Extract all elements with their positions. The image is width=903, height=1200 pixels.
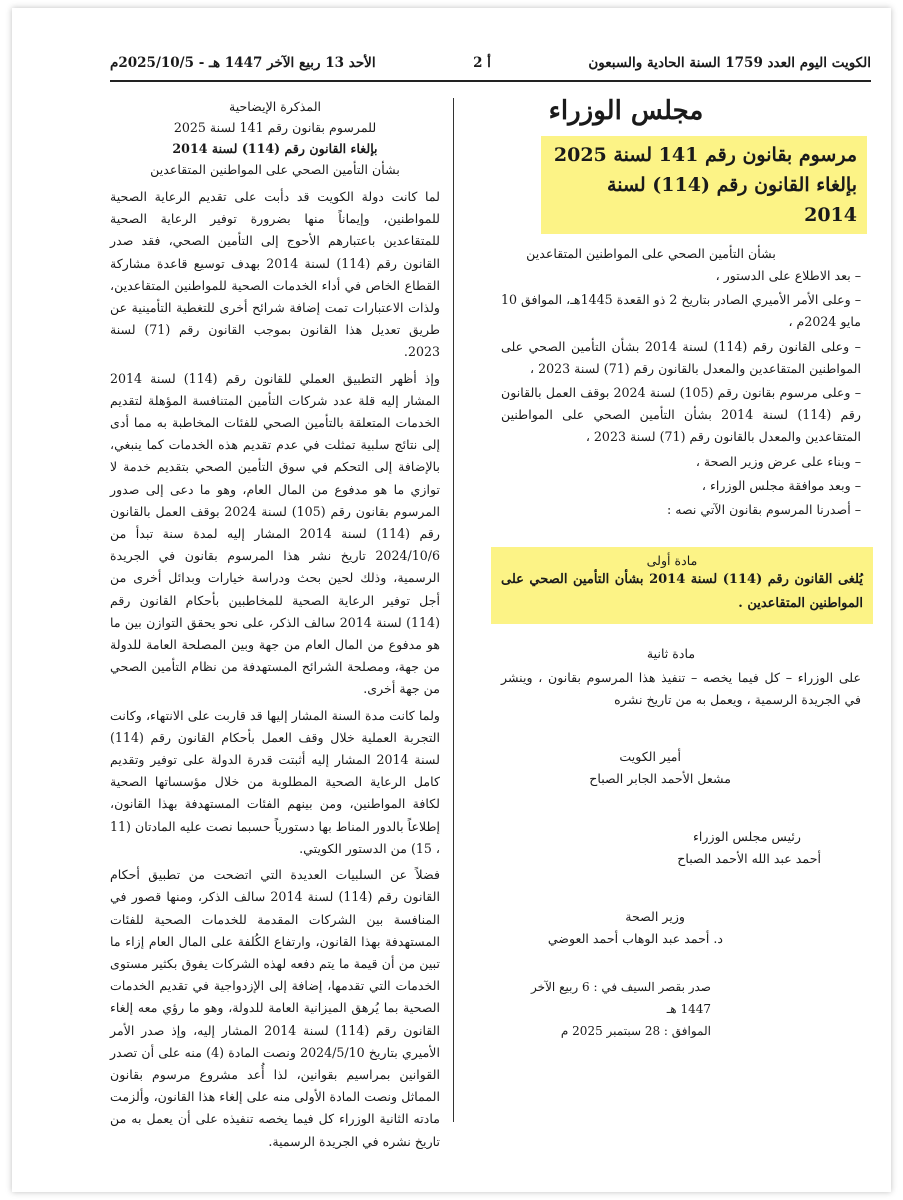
left-column	[110, 96, 440, 1153]
preamble-7: – أصدرنا المرسوم بقانون الآتي نصه :	[666, 502, 861, 518]
document-page	[12, 8, 891, 1192]
health-minister-title: وزير الصحة	[625, 908, 685, 924]
health-minister-name: د. أحمد عبد الوهاب أحمد العوضي	[547, 930, 723, 946]
decree-title-highlight	[541, 136, 867, 234]
preamble-2: – وعلى الأمر الأميري الصادر بتاريخ 2 ذو القعدة 1445هـ، الموافق 10 مايو 2024م ،	[501, 292, 861, 330]
header-date: الأحد 13 ربيع الآخر 1447 هـ - 2025/10/5م	[110, 55, 376, 71]
preamble-1: – بعد الاطلاع على الدستور ،	[715, 268, 861, 283]
column-divider	[453, 98, 454, 1122]
pm-title: رئيس مجلس الوزراء	[693, 828, 801, 844]
memo-line-1: للمرسوم بقانون رقم 141 لسنة 2025	[173, 120, 377, 135]
header-divider	[110, 80, 871, 82]
article-1-highlight	[491, 547, 873, 624]
article-1-heading: مادة أولى	[646, 553, 698, 569]
header-page-number: أ 2	[473, 55, 491, 71]
decree-subject: بشأن التأمين الصحي على المواطنين المتقاعدين	[526, 246, 776, 261]
memo-title: المذكرة الإيضاحية	[228, 99, 322, 114]
memo-paragraph-3: ولما كانت مدة السنة المشار إليها قد قاربت على الانتهاء، وكانت التجربة العملية خلال وقف العمل بأحكام القانون رقم (114) لسنة 2014 المشار إليه أثبتت قدرة الدولة على توفير وتقديم كامل الرعاية الصحية المطلوبة من خلال مؤسساتها الصحية لكافة المواطنين، ومن بينهم الفئات المستهدفة بهذا القانون، إطلاعاً بالدور المناط بها دستورياً حسبما نصت عليه المادتان (11 ، 15) من الدستور الكويتي.	[110, 707, 440, 856]
pm-name: أحمد عبد الله الأحمد الصباح	[677, 850, 821, 866]
chapter-title: مجلس الوزراء	[548, 96, 704, 126]
decree-title-2: بإلغاء القانون رقم (114) لسنة 2014	[607, 174, 857, 226]
memo-line-2: بإلغاء القانون رقم (114) لسنة 2014	[172, 141, 378, 156]
decree-title-1: مرسوم بقانون رقم 141 لسنة 2025	[553, 144, 857, 166]
memo-line-3: بشأن التأمين الصحي على المواطنين المتقاعدين	[150, 162, 400, 177]
right-column	[501, 96, 861, 1042]
emir-title: أمير الكويت	[619, 748, 681, 764]
page-header	[110, 52, 871, 74]
memo-paragraph-2: وإذ أظهر التطبيق العملي للقانون رقم (114) لسنة 2014 المشار إليه قلة عدد شركات التأمين المتنافسة المؤهلة لتقديم الخدمات المتعلقة بالتأمين الصحي للفئات المخاطبة به مما أدى إلى نتائج سلبية تمثلت في عدم تقديم هذه الخدمات كما ينبغي، بالإضافة إلى التحكم في سوق التأمين الصحي بتقديم خدمة لا توازي ما هو مدفوع من المال العام، وهو ما دعى إلى صدور المرسوم بقانون رقم (105) لسنة 2024 بوقف العمل بالقانون رقم (114) لسنة 2014 المشار إليه لمدة سنة تبدأ من 2024/10/6 تاريخ نشر هذا المرسوم بقانون في الجريدة الرسمية، وذلك لحين بحث ودراسة خيارات وبدائل أخرى من أجل توفير الرعاية الصحية للمخاطبين بأحكام القانون رقم (114) لسنة 2014 سالف الذكر، على نحو يحقق التوازن بين ما هو مدفوع من المال العام من جهة وبين المصلحة العامة للدولة من جهة، ومصلحة الشرائح المستهدفة من نظام التأمين الصحي من جهة أخرى.	[110, 370, 440, 697]
issued-place-date: صدر بقصر السيف في : 6 ربيع الآخر 1447 هـ	[531, 979, 711, 1016]
emir-name: مشعل الأحمد الجابر الصباح	[589, 770, 731, 786]
preamble-4: – وعلى مرسوم بقانون رقم (105) لسنة 2024 بوقف العمل بالقانون رقم (114) لسنة 2014 بشأن التأمين الصحي على المواطنين المتقاعدين والمعدل بالقانون رقم (71) لسنة 2023 ،	[501, 385, 862, 445]
header-issue: الكويت اليوم العدد 1759 السنة الحادية والسبعون	[588, 55, 871, 71]
article-2-text: على الوزراء – كل فيما يخصه – تنفيذ هذا المرسوم بقانون ، وينشر في الجريدة الرسمية ، ويعمل به من تاريخ نشره	[501, 670, 861, 708]
issued-gregorian-date: الموافق : 28 سبتمبر 2025 م	[560, 1023, 711, 1038]
memo-paragraph-4: فضلاً عن السلبيات العديدة التي اتضحت من تطبيق أحكام القانون رقم (114) لسنة 2014 سالف الذكر، ومنها قصور في المنافسة بين الشركات المقدمة للخدمات الصحية للفئات المستهدفة بهذا القانون، وارتفاع الكُلفة على المال العام إزاء ما تبين من أن قيمة ما يتم دفعه لهذه الشركات يفوق بكثير مستوى الخدمات التي تقدمها، إضافة إلى الإزدواجية في تقديم الخدمات الصحية بما يُرهق الميزانية العامة للدولة، وهو ما رؤي معه إلغاء القانون رقم (114) لسنة 2014 المشار إليه، وإذ صدر الأمر الأميري بتاريخ 2024/5/10 ونصت المادة (4) منه على أن تصدر القوانين بمراسيم بقوانين، لذا أُعد مشروع مرسوم بقانون المماثل ونصت المادة الأولى منه على إلغاء هذا القانون، وألزمت مادته الثانية الوزراء كل فيما يخصه تنفيذه على أن يعمل به من تاريخ نشره في الجريدة الرسمية.	[110, 867, 440, 1149]
article-2-heading: مادة ثانية	[646, 646, 696, 662]
article-1-text: يُلغى القانون رقم (114) لسنة 2014 بشأن التأمين الصحي على المواطنين المتقاعدين .	[501, 572, 863, 612]
preamble-5: – وبناء على عرض وزير الصحة ،	[695, 453, 861, 469]
preamble-3: – وعلى القانون رقم (114) لسنة 2014 بشأن التأمين الصحي على المواطنين المتقاعدين والمعدل بالقانون رقم (71) لسنة 2023 ،	[501, 338, 861, 376]
memo-paragraph-1: لما كانت دولة الكويت قد دأبت على تقديم الرعاية الصحية للمواطنين، وإيماناً منها بضرورة توفير الرعاية الصحية للمتقاعدين باعتبارهم الأحوج إلى التأمين الصحي، فقد صدر القانون رقم (114) لسنة 2014 بهدف توسيع قاعدة مشاركة القطاع الخاص في أداء الخدمات الصحية للمواطنين المتقاعدين، ولذات الاعتبارات تمت إضافة شرائح أخرى للتغطية التأمينية عن طريق تعديل هذا القانون بموجب القانون رقم (71) لسنة 2023.	[110, 189, 440, 360]
preamble-6: – وبعد موافقة مجلس الوزراء ،	[701, 477, 861, 493]
